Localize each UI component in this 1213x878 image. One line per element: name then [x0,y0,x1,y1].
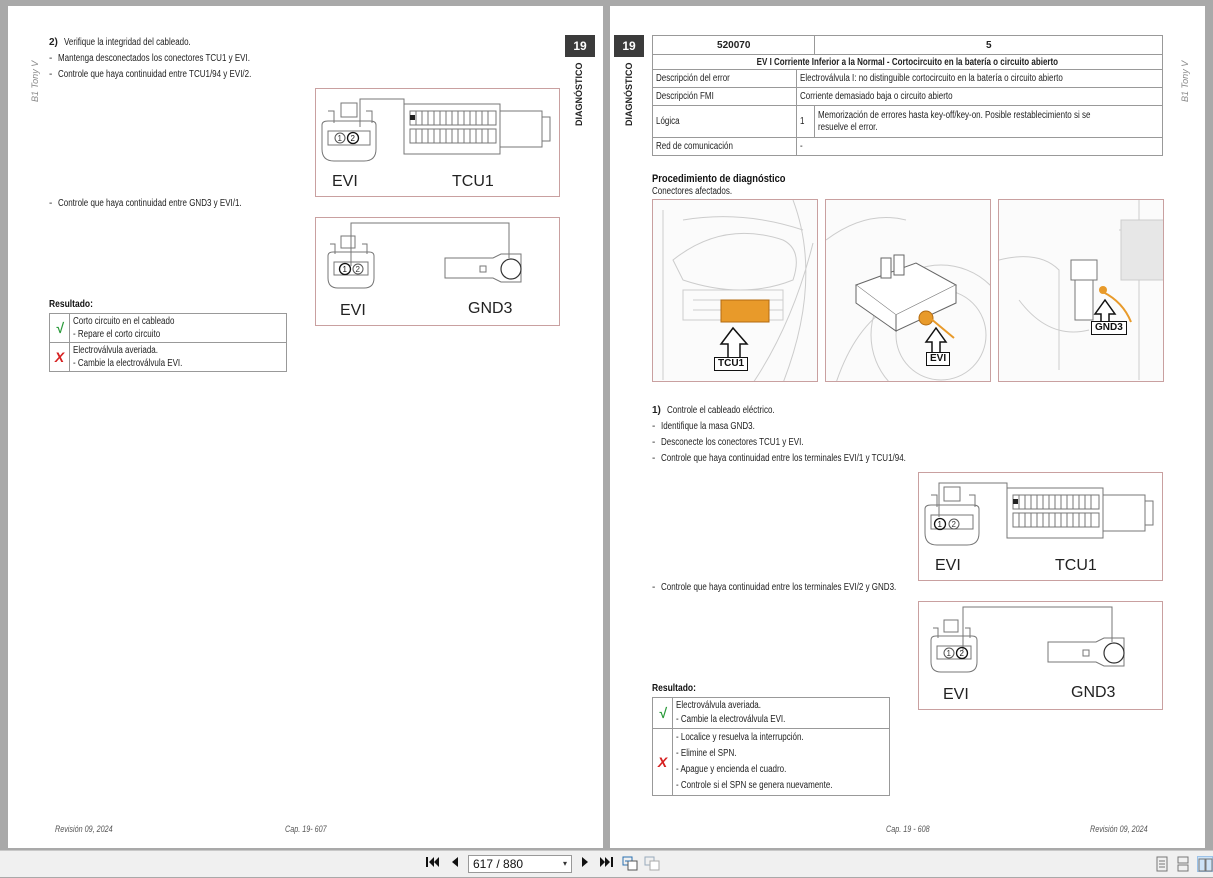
diagram-label-evi: EVI [935,557,961,574]
procedure-subtitle: Conectores afectados. [652,186,733,197]
step-heading [49,37,222,48]
dropdown-arrow-icon: ▾ [562,859,567,868]
result-row-ok: √ Corto circuito en el cableado - Repare el corto circuito [50,314,287,343]
spn-code: 520070 [653,36,815,55]
footer-page-number: Cap. 19- 607 [285,824,327,834]
wiring-diagram-evi-gnd3 [918,601,1163,710]
step-item: - Mantenga desconectados los conectores TCU1 y EVI. [49,53,251,64]
next-page-button[interactable] [578,855,592,873]
spn-row: Descripción FMI Corriente demasiado baja o circuito abierto [653,88,1163,106]
go-back-view-button[interactable] [622,855,638,873]
spn-table [652,35,1163,156]
ground-point-illustration-icon [999,200,1164,382]
result-title: Resultado: [49,299,93,310]
seat-illustration-icon [653,200,818,382]
photo-tcu1 [652,199,818,382]
two-page-icon [1198,857,1213,873]
step-item: - Identifique la masa GND3. [652,421,756,432]
svg-text:2: 2 [355,265,360,274]
last-page-button[interactable] [598,855,614,873]
cross-icon: X [653,729,673,796]
step-title: Verifique la integridad del cableado. [63,37,191,48]
result-table [49,313,287,372]
continuous-page-icon [1175,856,1191,872]
go-forward-view-button[interactable] [644,855,660,873]
fmi-code: 5 [815,36,1163,55]
single-page-icon [1154,856,1170,872]
wiring-diagram-evi-gnd3 [315,217,560,326]
forward-view-icon [644,855,660,871]
svg-text:1: 1 [946,649,951,658]
side-brand: B1 Tony V [30,60,40,102]
first-page-icon [426,856,440,868]
diagram-label-evi: EVI [332,173,358,190]
chapter-tab[interactable]: 19 [565,35,595,57]
previous-page-button[interactable] [448,855,462,873]
wiring-diagram-evi-tcu1 [918,472,1163,581]
photo-evi [825,199,991,382]
spn-title: EV I Corriente Inferior a la Normal - Cortocircuito en la batería o circuito abierto [653,55,1163,70]
wiring-diagram-evi-tcu1 [315,88,560,197]
check-icon: √ [653,698,673,729]
result-row-ko: X - Localice y resuelva la interrupción. - Elimine el SPN. - Apague y encienda el cuadro. - Controle si el SPN se genera nuevamente. [653,729,890,796]
photo-tag-evi: EVI [926,352,950,366]
page-number-value: 617 / 880 [473,857,524,871]
valve-block-illustration-icon [826,200,991,382]
diagram-label-gnd3: GND3 [1071,684,1116,701]
page-608 [610,6,1205,848]
single-page-view-button[interactable] [1154,856,1170,872]
diagram-label-tcu1: TCU1 [1055,557,1097,574]
footer-revision: Revisión 09, 2024 [1090,824,1148,834]
svg-text:2: 2 [951,520,956,529]
diagram-label-tcu1: TCU1 [452,173,494,190]
footer-revision: Revisión 09, 2024 [55,824,113,834]
last-page-icon [599,856,613,868]
page-number-select[interactable] [468,855,572,873]
next-page-icon [580,856,590,868]
step-item: - Controle que haya continuidad entre los terminales EVI/2 y GND3. [652,582,897,593]
back-view-icon [622,855,638,871]
viewer-toolbar [0,850,1213,877]
procedure-title: Procedimiento de diagnóstico [652,173,786,185]
result-row-ok: √ Electroválvula averiada. - Cambie la electroválvula EVI. [653,698,890,729]
result-row-ko: X Electroválvula averiada. - Cambie la electroválvula EVI. [50,343,287,372]
continuous-view-button[interactable] [1175,856,1191,872]
spn-row: Red de comunicación - [653,138,1163,156]
step-title: Controle el cableado eléctrico. [666,405,775,416]
step-item: - Controle que haya continuidad entre TCU1/94 y EVI/2. [49,69,252,80]
previous-page-icon [450,856,460,868]
step-item: - Desconecte los conectores TCU1 y EVI. [652,437,804,448]
step-item: - Controle que haya continuidad entre GND3 y EVI/1. [49,198,243,209]
photo-tag-gnd3: GND3 [1091,321,1127,335]
diagram-label-gnd3: GND3 [468,300,513,317]
step-item: - Controle que haya continuidad entre los terminales EVI/1 y TCU1/94. [652,453,907,464]
page-607 [8,6,603,848]
side-brand: B1 Tony V [1180,60,1190,102]
cross-icon: X [50,343,70,372]
photo-tag-tcu1: TCU1 [714,357,748,371]
spn-row: Lógica 1 Memorización de errores hasta key-off/key-on. Posible restablecimiento si se resuelve el error. [653,106,1163,138]
result-title: Resultado: [652,683,696,694]
step-heading [652,405,801,416]
photo-gnd3 [998,199,1164,382]
diagram-label-evi: EVI [943,686,969,703]
step-number: 1) [652,405,661,416]
chapter-label: DIAGNÓSTICO [574,62,584,126]
svg-text:1: 1 [342,265,347,274]
diagram-label-evi: EVI [340,302,366,319]
chapter-label: DIAGNÓSTICO [624,62,634,126]
two-page-view-button[interactable] [1197,856,1213,872]
svg-text:1: 1 [337,134,342,143]
spn-row: Descripción del error Electroválvula I: no distinguible cortocircuito en la batería o circuito abierto [653,70,1163,88]
check-icon: √ [50,314,70,343]
first-page-button[interactable] [425,855,441,873]
svg-text:1: 1 [937,520,942,529]
svg-text:2: 2 [350,134,355,143]
step-number: 2) [49,37,58,48]
chapter-tab[interactable]: 19 [614,35,644,57]
svg-text:2: 2 [959,649,964,658]
footer-page-number: Cap. 19 - 608 [886,824,930,834]
result-table [652,697,890,796]
